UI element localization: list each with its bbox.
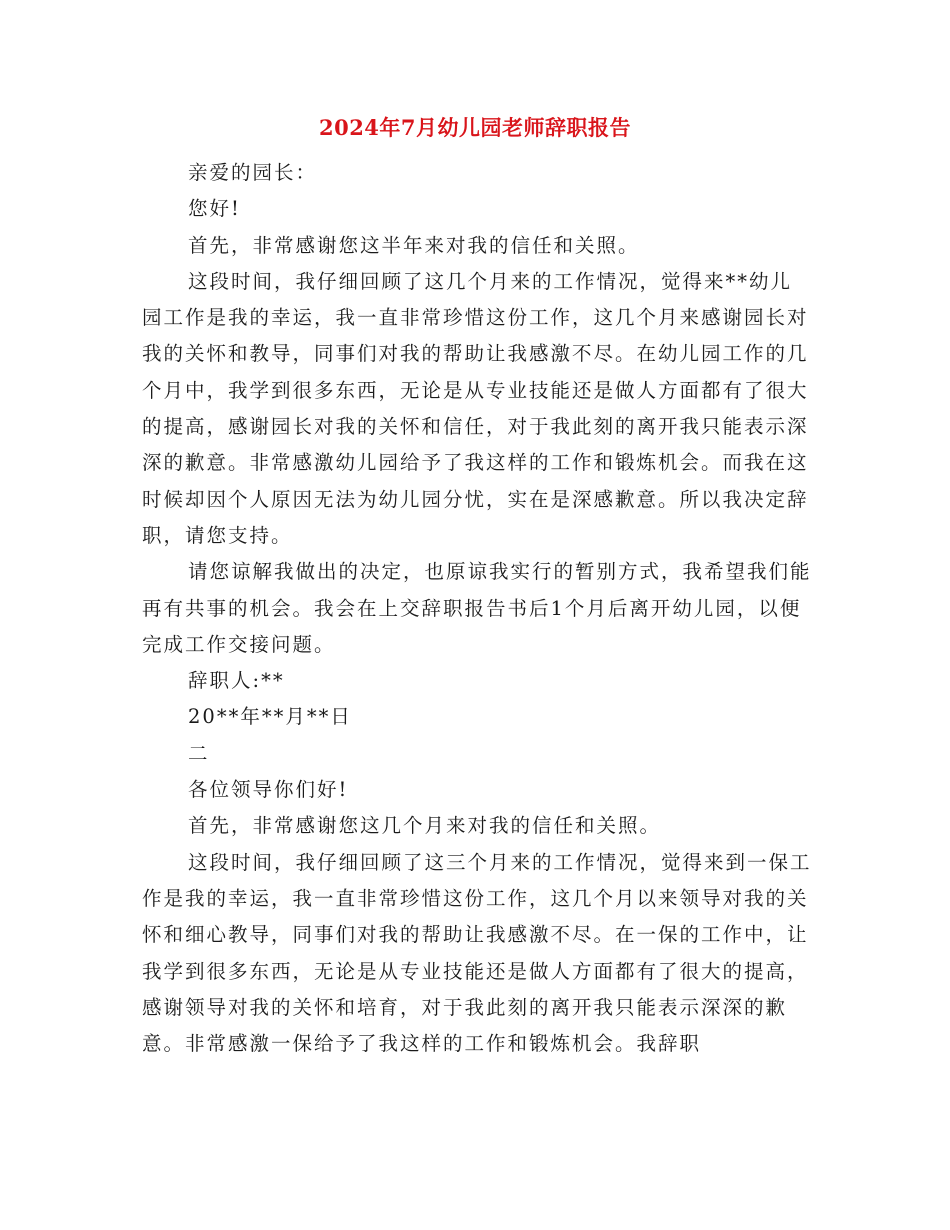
paragraph: 这段时间，我仔细回顾了这三个月来的工作情况，觉得来到一保工作是我的幸运，我一直非常珍惜这份工作，这几个月以来领导对我的关怀和细心教导，同事们对我的帮助让我感激不尽。在一保的工作中，让我学到很多东西，无论是从专业技能还是做人方面都有了很大的提高，感谢领导对我的关怀和培育，对于我此刻的离开我只能表示深深的歉意。非常感激一保给予了我这样的工作和锻炼机会。我辞职 [142,850,812,1056]
document-title: 2024年7月幼儿园老师辞职报告 [318,115,632,140]
section-number: 二 [188,741,210,765]
paragraph: 首先，非常感谢您这几个月来对我的信任和关照。 [188,814,662,838]
salutation: 亲爱的园长： [188,161,318,184]
paragraph: 首先，非常感谢您这半年来对我的信任和关照。 [188,233,640,257]
paragraph: 请您谅解我做出的决定，也原谅我实行的暂别方式，我希望我们能再有共事的机会。我会在上交辞职报告书后1个月后离开幼儿园，以便完成工作交接问题。 [142,560,812,656]
salutation: 各位领导你们好! [188,778,349,802]
greeting: 您好! [188,197,241,221]
date-line: 20**年**月**日 [188,705,352,729]
document-body [142,155,812,1062]
signature-line: 辞职人:** [188,669,285,693]
paragraph: 这段时间，我仔细回顾了这几个月来的工作情况，觉得来**幼儿园工作是我的幸运，我一直非常珍惜这份工作，这几个月来感谢园长对我的关怀和教导，同事们对我的帮助让我感激不尽。在幼儿园工作的几个月中，我学到很多东西，无论是从专业技能还是做人方面都有了很大的提高，感谢园长对我的关怀和信任，对于我此刻的离开我只能表示深深的歉意。非常感激幼儿园给予了我这样的工作和锻炼机会。而我在这时候却因个人原因无法为幼儿园分忧，实在是深感歉意。所以我决定辞职，请您支持。 [142,269,809,547]
